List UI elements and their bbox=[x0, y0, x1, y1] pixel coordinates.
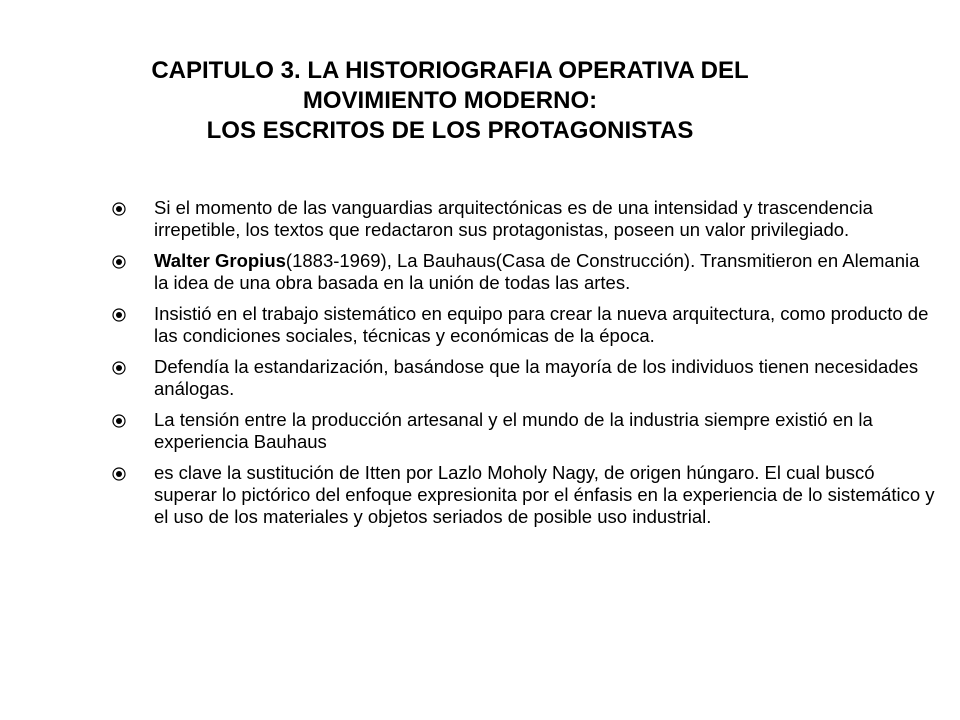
bullet-text: Defendía la estandarización, basándose que la mayoría de los individuos tienen necesidades análogas. bbox=[154, 356, 919, 399]
bullet-text bbox=[154, 250, 919, 293]
circled-dot-bullet-icon bbox=[112, 202, 126, 216]
bullet-list bbox=[112, 197, 938, 537]
bullet-item bbox=[112, 250, 938, 294]
bullet-text-rest: (1883-1969), La Bauhaus(Casa de Construcción). Transmitieron en Alemania la idea de una obra basada en la unión de todas las artes. bbox=[154, 250, 920, 293]
bullet-item bbox=[112, 409, 938, 453]
circled-dot-bullet-icon bbox=[112, 361, 126, 375]
title-line-3: LOS ESCRITOS DE LOS PROTAGONISTAS bbox=[206, 117, 694, 144]
bullet-item bbox=[112, 303, 938, 347]
bullet-text: Si el momento de las vanguardias arquitectónicas es de una intensidad y trascendencia irrepetible, los textos que redactaron sus protagonistas, poseen un valor privilegiado. bbox=[154, 197, 873, 240]
circled-dot-bullet-icon bbox=[112, 414, 126, 428]
slide-title bbox=[100, 56, 800, 146]
bullet-item bbox=[112, 356, 938, 400]
bullet-text: La tensión entre la producción artesanal y el mundo de la industria siempre existió en la experiencia Bauhaus bbox=[154, 409, 873, 452]
title-line-2: MOVIMIENTO MODERNO: bbox=[302, 87, 598, 114]
bullet-text: es clave la sustitución de Itten por Lazlo Moholy Nagy, de origen húngaro. El cual buscó superar lo pictórico del enfoque expresionita por el énfasis en la experiencia de lo sistemático y el uso de los materiales y objetos seriados de posible uso industrial. bbox=[154, 462, 935, 527]
title-line-1: CAPITULO 3. LA HISTORIOGRAFIA OPERATIVA DEL bbox=[151, 57, 749, 84]
circled-dot-bullet-icon bbox=[112, 255, 126, 269]
bullet-item bbox=[112, 462, 938, 528]
bullet-bold-name: Walter Gropius bbox=[154, 250, 286, 271]
circled-dot-bullet-icon bbox=[112, 308, 126, 322]
bullet-text: Insistió en el trabajo sistemático en equipo para crear la nueva arquitectura, como producto de las condiciones sociales, técnicas y económicas de la época. bbox=[154, 303, 929, 346]
bullet-item bbox=[112, 197, 938, 241]
circled-dot-bullet-icon bbox=[112, 467, 126, 481]
